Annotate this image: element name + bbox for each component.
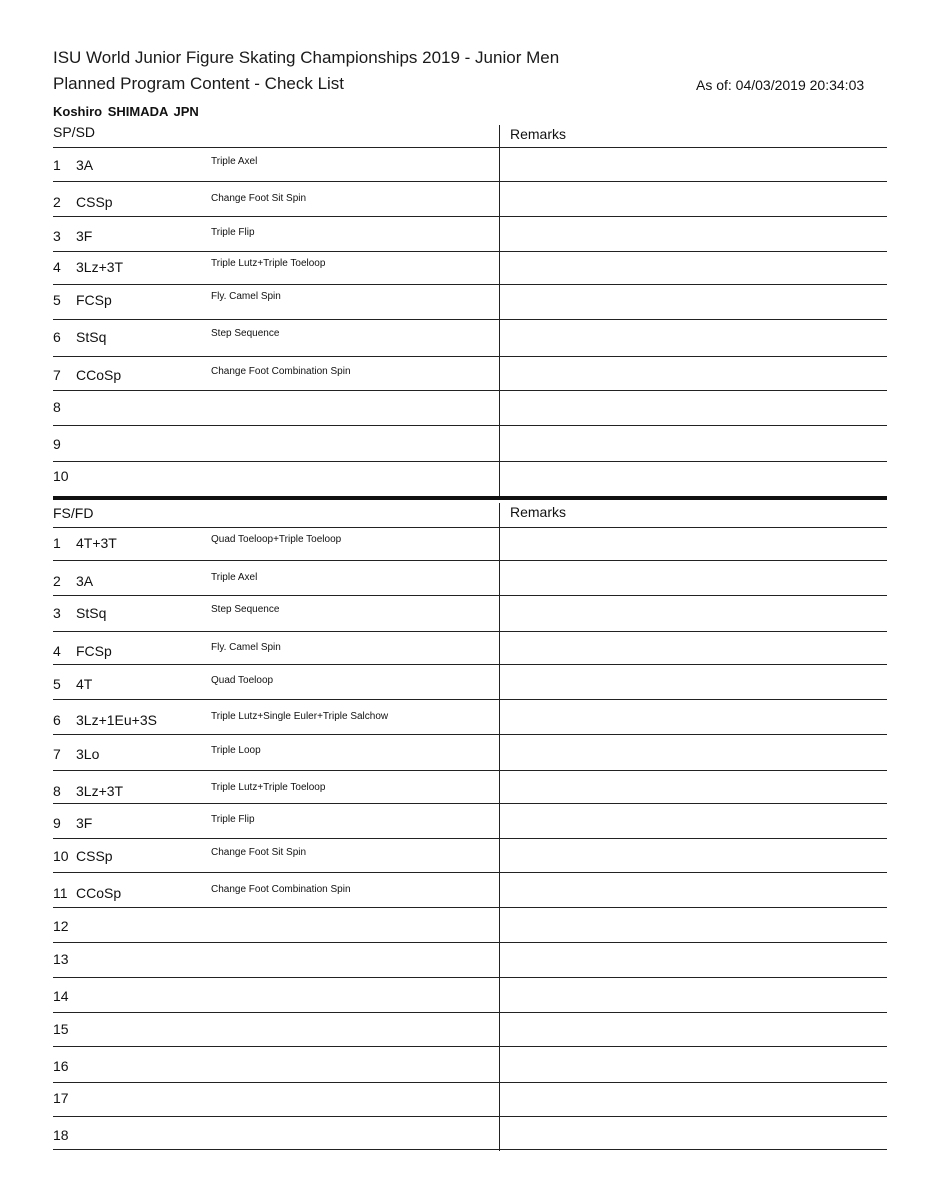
element-number: 9 xyxy=(53,436,61,452)
element-number: 2 xyxy=(53,194,61,210)
element-description: Triple Loop xyxy=(211,745,261,756)
row-rule xyxy=(53,1046,887,1047)
element-number: 3 xyxy=(53,228,61,244)
element-number: 6 xyxy=(53,712,61,728)
row-rule xyxy=(53,631,887,632)
row-rule xyxy=(53,356,887,357)
element-description: Step Sequence xyxy=(211,604,280,615)
element-number: 7 xyxy=(53,367,61,383)
element-description: Fly. Camel Spin xyxy=(211,291,281,302)
document-subtitle: Planned Program Content - Check List xyxy=(53,74,345,93)
element-number: 15 xyxy=(53,1021,69,1037)
row-rule xyxy=(53,216,887,217)
element-number: 16 xyxy=(53,1058,69,1074)
element-number: 18 xyxy=(53,1127,69,1143)
element-number: 10 xyxy=(53,468,69,484)
element-description: Quad Toeloop xyxy=(211,675,274,686)
element-code: CCoSp xyxy=(76,885,122,901)
row-rule xyxy=(53,664,887,665)
element-code: 3Lz+1Eu+3S xyxy=(76,712,157,728)
element-number: 1 xyxy=(53,535,61,551)
element-code: CCoSp xyxy=(76,367,122,383)
row-rule xyxy=(53,1116,887,1117)
document-title: ISU World Junior Figure Skating Championships 2019 - Junior Men xyxy=(53,48,560,67)
element-number: 3 xyxy=(53,605,61,621)
row-rule xyxy=(53,390,887,391)
element-number: 14 xyxy=(53,988,69,1004)
element-number: 2 xyxy=(53,573,61,589)
element-code: StSq xyxy=(76,605,107,621)
element-number: 5 xyxy=(53,676,61,692)
element-description: Triple Lutz+Single Euler+Triple Salchow xyxy=(211,711,389,722)
row-rule xyxy=(53,251,887,252)
element-code: 4T+3T xyxy=(76,535,117,551)
row-rule xyxy=(53,803,887,804)
row-rule xyxy=(53,560,887,561)
element-code: 3Lo xyxy=(76,746,100,762)
element-number: 17 xyxy=(53,1090,69,1106)
sp-header-rule xyxy=(53,147,887,148)
element-number: 4 xyxy=(53,259,61,275)
element-number: 11 xyxy=(53,885,68,901)
skater-name: Koshiro SHIMADA JPN xyxy=(53,104,199,119)
fs-section-label: FS/FD xyxy=(53,505,94,521)
fs-header-rule xyxy=(53,527,887,528)
element-number: 5 xyxy=(53,292,61,308)
element-description: Change Foot Sit Spin xyxy=(211,193,307,204)
element-number: 7 xyxy=(53,746,61,762)
row-rule xyxy=(53,595,887,596)
element-number: 8 xyxy=(53,399,61,415)
element-description: Change Foot Combination Spin xyxy=(211,884,351,895)
fs-remarks-header: Remarks xyxy=(510,504,567,520)
row-rule xyxy=(53,734,887,735)
element-description: Quad Toeloop+Triple Toeloop xyxy=(211,534,342,545)
section-separator xyxy=(53,496,887,500)
row-rule xyxy=(53,977,887,978)
element-description: Triple Lutz+Triple Toeloop xyxy=(211,782,326,793)
row-rule xyxy=(53,907,887,908)
element-description: Change Foot Sit Spin xyxy=(211,847,307,858)
element-code: CSSp xyxy=(76,848,113,864)
row-rule xyxy=(53,319,887,320)
element-number: 6 xyxy=(53,329,61,345)
element-description: Triple Axel xyxy=(211,572,258,583)
element-number: 8 xyxy=(53,783,61,799)
row-rule xyxy=(53,770,887,771)
element-number: 12 xyxy=(53,918,69,934)
element-code: StSq xyxy=(76,329,107,345)
element-number: 10 xyxy=(53,848,69,864)
row-rule xyxy=(53,1082,887,1083)
element-code: 3A xyxy=(76,573,94,589)
row-rule xyxy=(53,1012,887,1013)
row-rule xyxy=(53,838,887,839)
element-number: 1 xyxy=(53,157,61,173)
element-number: 9 xyxy=(53,815,61,831)
as-of-timestamp: As of: 04/03/2019 20:34:03 xyxy=(696,77,865,93)
element-code: 3Lz+3T xyxy=(76,259,124,275)
row-rule xyxy=(53,872,887,873)
element-description: Fly. Camel Spin xyxy=(211,642,281,653)
element-code: 3Lz+3T xyxy=(76,783,124,799)
element-number: 13 xyxy=(53,951,69,967)
row-rule xyxy=(53,699,887,700)
element-code: CSSp xyxy=(76,194,113,210)
element-description: Step Sequence xyxy=(211,328,280,339)
element-description: Change Foot Combination Spin xyxy=(211,366,351,377)
element-description: Triple Flip xyxy=(211,814,255,825)
element-number: 4 xyxy=(53,643,61,659)
row-rule xyxy=(53,425,887,426)
row-rule xyxy=(53,284,887,285)
row-rule xyxy=(53,181,887,182)
element-code: 3A xyxy=(76,157,94,173)
element-description: Triple Axel xyxy=(211,156,258,167)
element-code: FCSp xyxy=(76,292,112,308)
element-description: Triple Flip xyxy=(211,227,255,238)
fs-column-divider xyxy=(499,503,500,1151)
row-rule xyxy=(53,461,887,462)
row-rule xyxy=(53,942,887,943)
element-code: 3F xyxy=(76,815,93,831)
row-rule xyxy=(53,1149,887,1150)
sp-section-label: SP/SD xyxy=(53,124,96,140)
element-code: FCSp xyxy=(76,643,112,659)
element-description: Triple Lutz+Triple Toeloop xyxy=(211,258,326,269)
element-code: 3F xyxy=(76,228,93,244)
sp-remarks-header: Remarks xyxy=(510,126,567,142)
element-code: 4T xyxy=(76,676,93,692)
